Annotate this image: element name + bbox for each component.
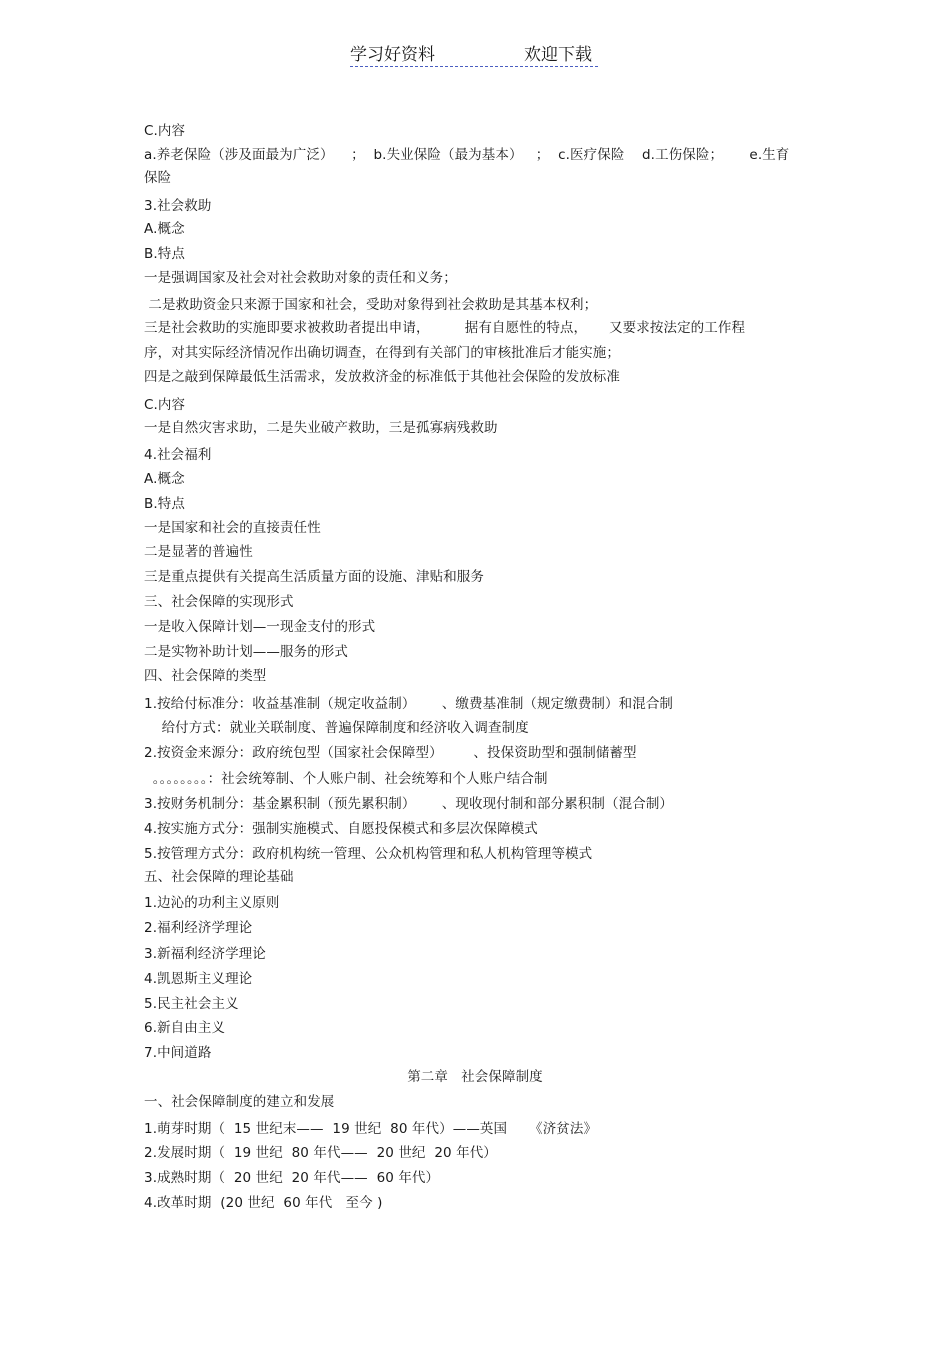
paragraph-line: 一是强调国家及社会对社会救助对象的责任和义务；	[144, 270, 457, 286]
section-heading: B.特点	[144, 496, 185, 512]
section-heading: 五、社会保障的理论基础	[144, 869, 294, 885]
header-right-text: 欢迎下载	[524, 45, 592, 65]
list-item: 5.民主社会主义	[144, 996, 239, 1012]
paragraph-line: 四是之敲到保障最低生活需求，发放救济金的标准低于其他社会保险的发放标准	[144, 369, 620, 385]
page-header	[350, 40, 598, 67]
section-heading: C.内容	[144, 397, 186, 413]
paragraph-line: 三是重点提供有关提高生活质量方面的设施、津贴和服务	[144, 569, 484, 585]
paragraph-line: 一是国家和社会的直接责任性	[144, 520, 321, 536]
header-left-text: 学习好资料	[350, 45, 435, 65]
paragraph-line: 保险	[144, 170, 172, 186]
list-item: 2.发展时期（ 19 世纪 80 年代—— 20 世纪 20 年代）	[144, 1145, 497, 1161]
list-item: 1.边沁的功利主义原则	[144, 895, 280, 911]
section-heading: 3.社会救助	[144, 198, 212, 214]
list-item: 7.中间道路	[144, 1045, 212, 1061]
paragraph-line: 4.按实施方式分：强制实施模式、自愿投保模式和多层次保障模式	[144, 821, 538, 837]
paragraph-line: a.养老保险（涉及面最为广泛） ； b.失业保险（最为基本） ； c.医疗保险 d.工伤保险； e.生育	[144, 147, 790, 163]
paragraph-line: 二是实物补助计划——服务的形式	[144, 644, 348, 660]
paragraph-line: 二是显著的普遍性	[144, 544, 253, 560]
chapter-title: 第二章 社会保障制度	[407, 1069, 543, 1085]
section-heading: A.概念	[144, 471, 185, 487]
section-heading: A.概念	[144, 221, 185, 237]
section-heading: C.内容	[144, 123, 186, 139]
paragraph-line: 。。。。。。。。：社会统筹制、个人账户制、社会统筹和个人账户结合制	[144, 771, 548, 787]
paragraph-line: 二是救助资金只来源于国家和社会，受助对象得到社会救助是其基本权利；	[144, 297, 598, 313]
list-item: 4.改革时期 (20 世纪 60 年代 至今 )	[144, 1195, 383, 1211]
paragraph-line: 三是社会救助的实施即要求被救助者提出申请， 据有自愿性的特点， 又要求按法定的工作程	[144, 320, 746, 336]
list-item: 3.成熟时期（ 20 世纪 20 年代—— 60 年代）	[144, 1170, 440, 1186]
paragraph-line: 2.按资金来源分：政府统包型（国家社会保障型） 、投保资助型和强制储蓄型	[144, 745, 637, 761]
list-item: 1.萌芽时期（ 15 世纪末—— 19 世纪 80 年代）——英国 《济贫法》	[144, 1121, 598, 1137]
section-heading: 4.社会福利	[144, 447, 212, 463]
list-item: 6.新自由主义	[144, 1020, 226, 1036]
section-heading: 三、社会保障的实现形式	[144, 594, 294, 610]
paragraph-line: 序，对其实际经济情况作出确切调查，在得到有关部门的审核批准后才能实施；	[144, 345, 620, 361]
list-item: 3.新福利经济学理论	[144, 946, 266, 962]
list-item: 4.凯恩斯主义理论	[144, 971, 253, 987]
paragraph-line: 5.按管理方式分：政府机构统一管理、公众机构管理和私人机构管理等模式	[144, 846, 593, 862]
section-heading: 四、社会保障的类型	[144, 668, 267, 684]
paragraph-line: 一是自然灾害求助，二是失业破产救助，三是孤寡病残救助	[144, 420, 498, 436]
section-heading: 一、社会保障制度的建立和发展	[144, 1094, 335, 1110]
paragraph-line: 给付方式：就业关联制度、普遍保障制度和经济收入调查制度	[144, 720, 529, 736]
paragraph-line: 1.按给付标准分：收益基准制（规定收益制） 、缴费基准制（规定缴费制）和混合制	[144, 696, 674, 712]
paragraph-line: 一是收入保障计划—一现金支付的形式	[144, 619, 376, 635]
paragraph-line: 3.按财务机制分：基金累积制（预先累积制） 、现收现付制和部分累积制（混合制）	[144, 796, 674, 812]
list-item: 2.福利经济学理论	[144, 920, 253, 936]
section-heading: B.特点	[144, 246, 185, 262]
